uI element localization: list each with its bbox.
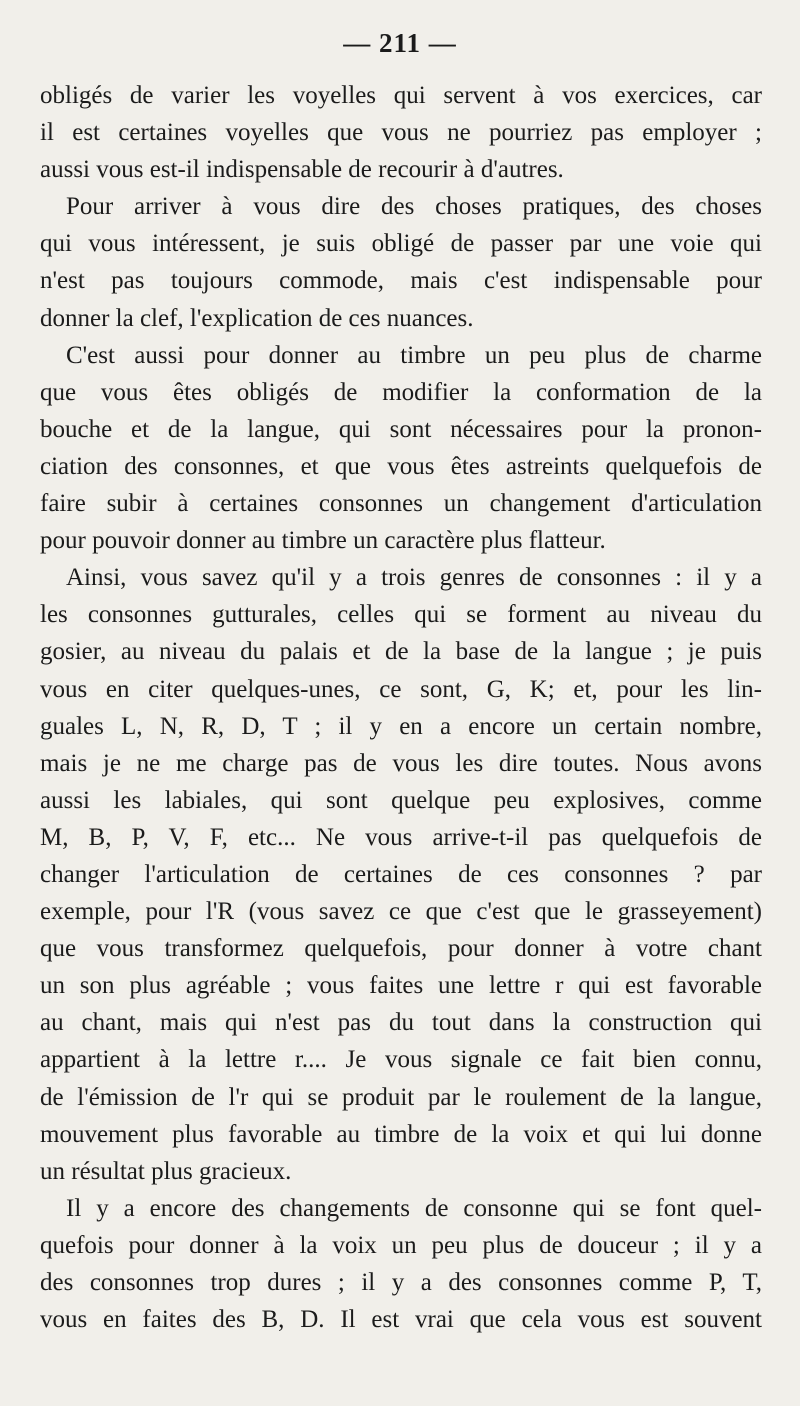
text-line: gosier, au niveau du palais et de la base de la langue ; je puis [40, 638, 762, 666]
text-line: Pour arriver à vous dire des choses pratiques, des choses [66, 193, 762, 221]
text-line: que vous transformez quelquefois, pour donner à votre chant [40, 935, 762, 963]
text-line: au chant, mais qui n'est pas du tout dans la construction qui [40, 1009, 762, 1037]
text-line: M, B, P, V, F, etc... Ne vous arrive-t-il pas quelquefois de [40, 823, 762, 851]
text-line: vous en faites des B, D. Il est vrai que cela vous est souvent [40, 1306, 762, 1334]
text-line: aussi vous est-il indispensable de recourir à d'autres. [40, 156, 564, 184]
text-line: aussi les labiales, qui sont quelque peu explosives, comme [40, 786, 762, 814]
text-line: qui vous intéressent, je suis obligé de passer par une voie qui [40, 230, 762, 258]
text-line: ciation des consonnes, et que vous êtes astreints quelquefois de [40, 452, 762, 480]
text-line: les consonnes gutturales, celles qui se forment au niveau du [40, 601, 762, 629]
text-line: changer l'articulation de certaines de ces consonnes ? par [40, 860, 762, 888]
text-line: de l'émission de l'r qui se produit par le roulement de la langue, [40, 1083, 762, 1111]
text-line: vous en citer quelques-unes, ce sont, G, K; et, pour les lin- [40, 675, 762, 703]
text-line: pour pouvoir donner au timbre un caractère plus flatteur. [40, 527, 606, 555]
text-line: n'est pas toujours commode, mais c'est indispensable pour [40, 267, 762, 295]
text-line: que vous êtes obligés de modifier la conformation de la [40, 378, 762, 406]
text-line: mouvement plus favorable au timbre de la voix et qui lui donne [40, 1120, 762, 1148]
text-line: un son plus agréable ; vous faites une lettre r qui est favorable [40, 972, 762, 1000]
text-line: Ainsi, vous savez qu'il y a trois genres de consonnes : il y a [66, 564, 762, 592]
text-line: guales L, N, R, D, T ; il y en a encore un certain nombre, [40, 712, 762, 740]
text-line: appartient à la lettre r.... Je vous signale ce fait bien connu, [40, 1046, 762, 1074]
text-line: faire subir à certaines consonnes un changement d'articulation [40, 490, 762, 518]
text-line: Il y a encore des changements de consonne qui se font quel- [66, 1194, 762, 1222]
text-line: C'est aussi pour donner au timbre un peu plus de charme [66, 341, 762, 369]
text-line: exemple, pour l'R (vous savez ce que c'est que le grasseyement) [40, 898, 762, 926]
text-line: obligés de varier les voyelles qui servent à vos exercices, car [40, 82, 762, 109]
text-line: un résultat plus gracieux. [40, 1157, 292, 1185]
text-line: quefois pour donner à la voix un peu plus de douceur ; il y a [40, 1231, 762, 1259]
text-line: mais je ne me charge pas de vous les dire toutes. Nous avons [40, 749, 762, 777]
text-line: donner la clef, l'explication de ces nuances. [40, 304, 474, 332]
text-line: des consonnes trop dures ; il y a des consonnes comme P, T, [40, 1269, 762, 1296]
body-text [40, 77, 762, 1338]
text-line: bouche et de la langue, qui sont nécessaires pour la pronon- [40, 415, 762, 443]
text-line: il est certaines voyelles que vous ne pourriez pas employer ; [40, 119, 762, 147]
page-number: — 211 — [343, 28, 457, 58]
